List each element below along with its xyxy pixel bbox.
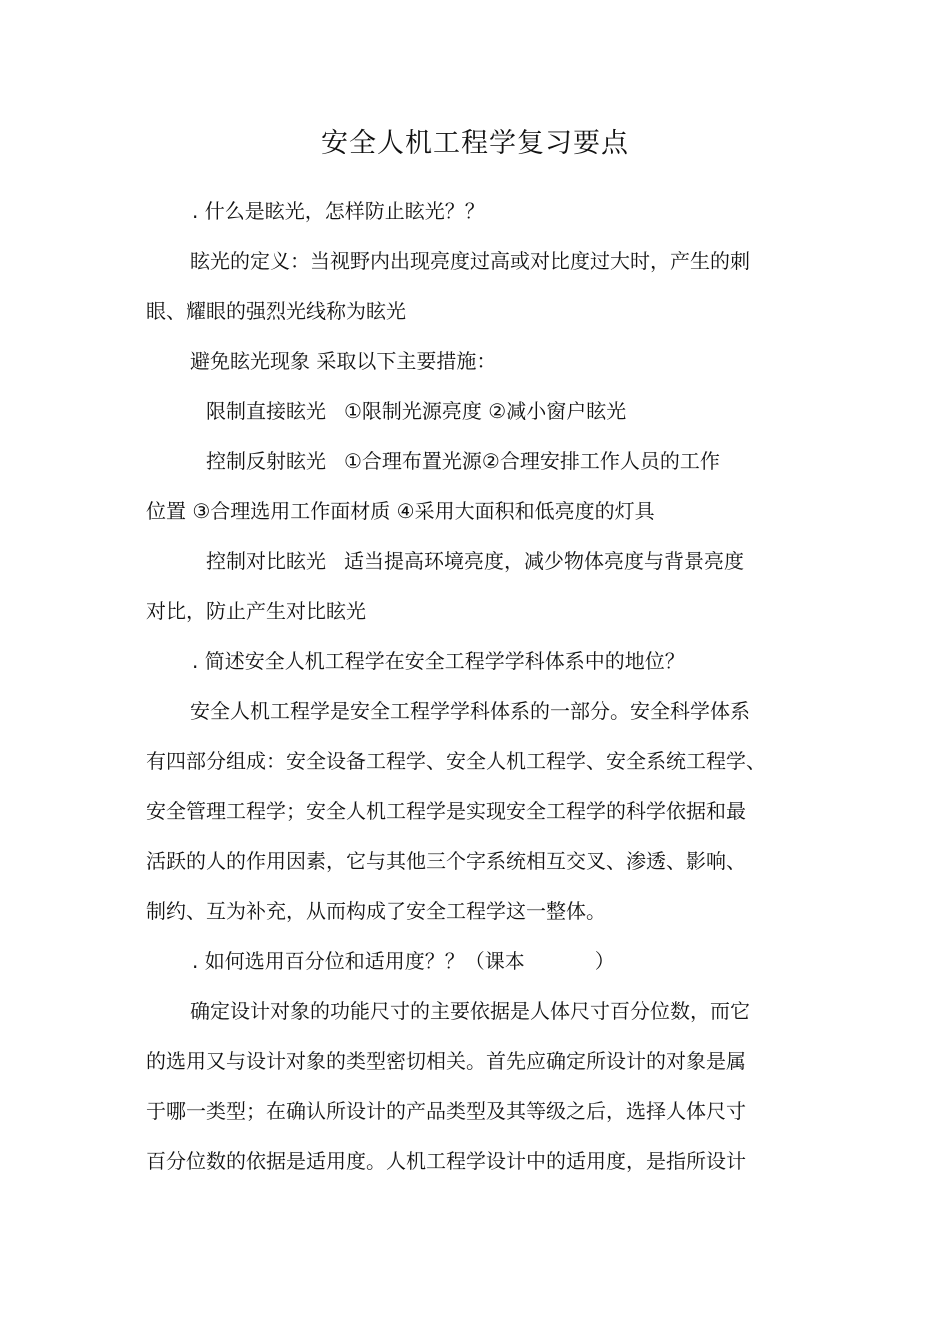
paragraph-line: 的选用又与设计对象的类型密切相关。首先应确定所设计的对象是属 bbox=[146, 1049, 746, 1073]
paragraph-line: 确定设计对象的功能尺寸的主要依据是人体尺寸百分位数，而它 bbox=[190, 999, 750, 1023]
paragraph-line: 位置 ③合理选用工作面材质 ④采用大面积和低亮度的灯具 bbox=[146, 499, 655, 523]
document-title: 安全人机工程学复习要点 bbox=[321, 128, 629, 159]
question-1: . 什么是眩光，怎样防止眩光？？ bbox=[192, 199, 485, 223]
paragraph-line: 安全管理工程学；安全人机工程学是实现安全工程学的科学依据和最 bbox=[146, 799, 746, 823]
paragraph-line: 眼、耀眼的强烈光线称为眩光 bbox=[146, 299, 406, 323]
measure-heading: 控制反射眩光 bbox=[206, 449, 326, 473]
question-closing-paren: ） bbox=[594, 949, 615, 973]
question-2: . 简述安全人机工程学在安全工程学学科体系中的地位？ bbox=[192, 649, 685, 673]
paragraph-line: 制约、互为补充，从而构成了安全工程学这一整体。 bbox=[146, 899, 606, 923]
measure-line bbox=[206, 546, 744, 576]
paragraph-line: 避免眩光现象 采取以下主要措施： bbox=[190, 349, 497, 373]
measure-heading: 限制直接眩光 bbox=[206, 399, 326, 423]
measure-detail: ①合理布置光源②合理安排工作人员的工作 bbox=[344, 449, 720, 473]
paragraph-line: 对比，防止产生对比眩光 bbox=[146, 599, 366, 623]
paragraph-line: 于哪一类型；在确认所设计的产品类型及其等级之后，选择人体尺寸 bbox=[146, 1099, 746, 1123]
measure-line bbox=[206, 446, 720, 476]
paragraph-line: 活跃的人的作用因素，它与其他三个字系统相互交叉、渗透、影响、 bbox=[146, 849, 746, 873]
question-3 bbox=[192, 946, 615, 976]
question-text: . 如何选用百分位和适用度？？（课本 bbox=[192, 949, 525, 973]
paragraph-line: 安全人机工程学是安全工程学学科体系的一部分。安全科学体系 bbox=[190, 699, 750, 723]
measure-detail: ①限制光源亮度 ②减小窗户眩光 bbox=[344, 399, 627, 423]
measure-line bbox=[206, 396, 626, 426]
paragraph-line: 有四部分组成：安全设备工程学、安全人机工程学、安全系统工程学、 bbox=[146, 749, 766, 773]
measure-detail: 适当提高环境亮度，减少物体亮度与背景亮度 bbox=[344, 549, 744, 573]
paragraph-line: 眩光的定义：当视野内出现亮度过高或对比度过大时，产生的刺 bbox=[190, 249, 750, 273]
paragraph-line: 百分位数的依据是适用度。人机工程学设计中的适用度，是指所设计 bbox=[146, 1149, 746, 1173]
measure-heading: 控制对比眩光 bbox=[206, 549, 326, 573]
